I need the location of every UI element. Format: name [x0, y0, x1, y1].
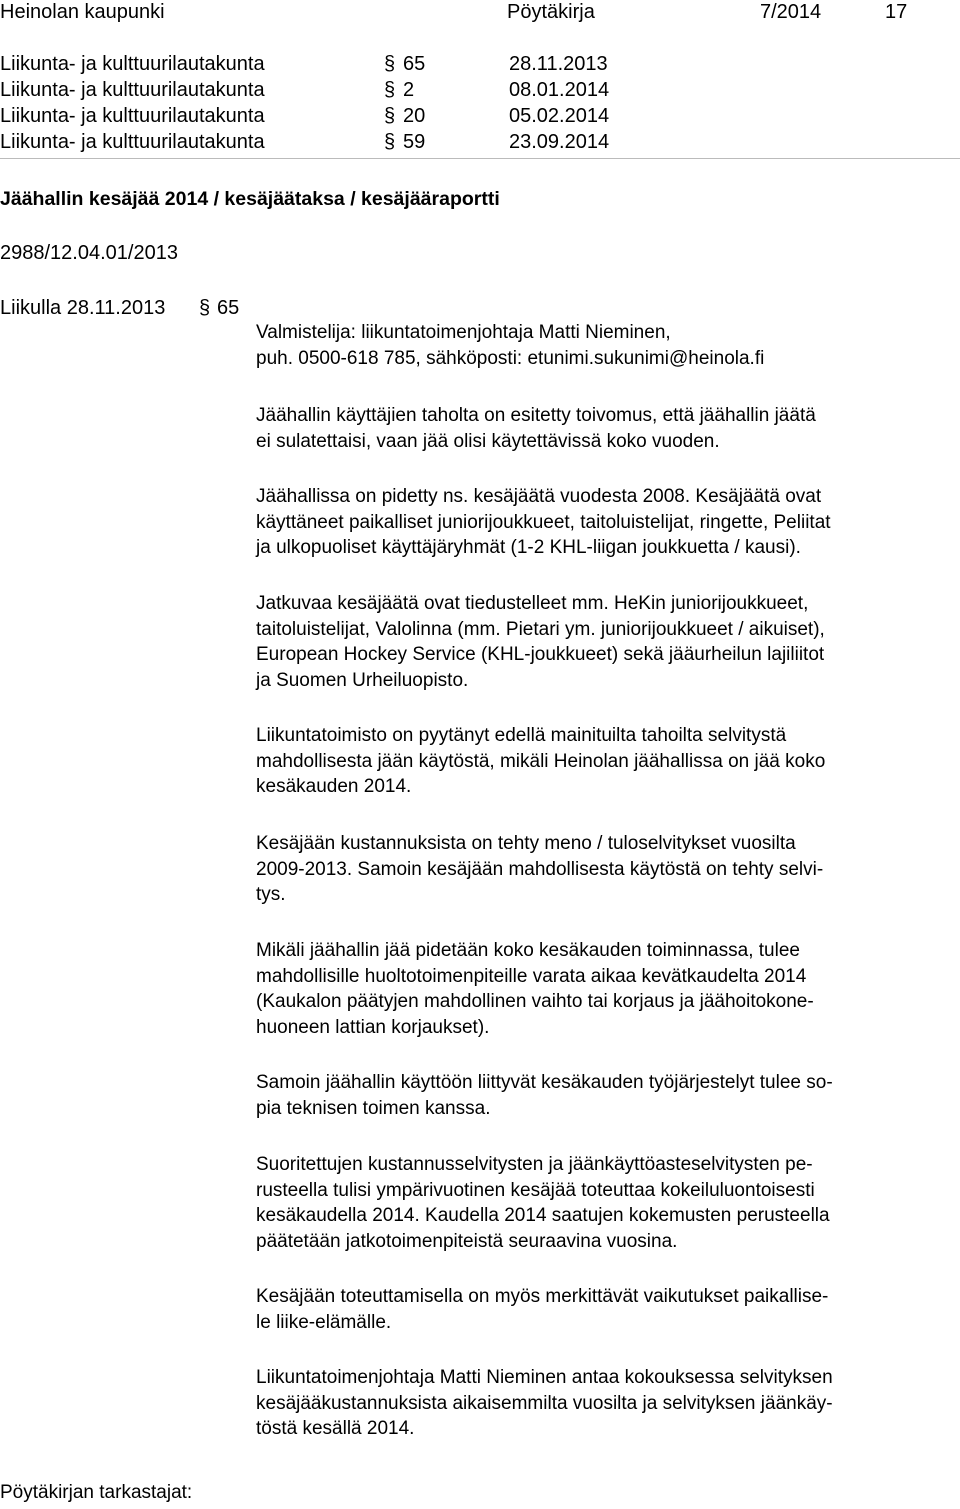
- body-paragraph: [256, 484, 960, 561]
- paragraph-line: le liike-elämälle.: [256, 1311, 392, 1333]
- header-org: Heinolan kaupunki: [0, 1, 165, 23]
- paragraph-line: pia teknisen toimen kanssa.: [256, 1097, 491, 1119]
- paragraph-line: mahdollisille huoltotoimenpiteille varata aikaa kevätkaudelta 2014: [256, 965, 807, 987]
- section-sign-icon: §: [199, 297, 211, 319]
- preparer-contact: puh. 0500-618 785, sähköposti: etunimi.sukunimi@heinola.fi: [256, 347, 765, 369]
- preparer-block: [256, 320, 960, 371]
- header-page: 17: [885, 1, 908, 23]
- section-sign-icon: §: [384, 79, 396, 101]
- header-doc-type: Pöytäkirja: [507, 1, 595, 23]
- body-paragraph: [256, 1070, 960, 1121]
- paragraph-line: rusteella tulisi ympärivuotinen kesäjää toteuttaa kokeiluluontoisesti: [256, 1179, 815, 1201]
- paragraph-line: ei sulatettaisi, vaan jää olisi käytettävissä koko vuoden.: [256, 430, 720, 452]
- section-sign-icon: §: [384, 105, 396, 127]
- paragraph-line: tys.: [256, 884, 286, 905]
- paragraph-line: Liikuntatoimisto on pyytänyt edellä mainituilta tahoilta selvitystä: [256, 725, 787, 746]
- paragraph-line: kesäkauden 2014.: [256, 776, 412, 797]
- paragraph-line: kesäkaudella 2014. Kaudella 2014 saatujen kokemusten perusteella: [256, 1205, 830, 1226]
- footer-label: Pöytäkirjan tarkastajat:: [0, 1482, 193, 1503]
- reference-body: Liikunta- ja kulttuurilautakunta: [0, 131, 265, 153]
- section-number: 65: [217, 297, 240, 319]
- body-paragraph: [256, 723, 960, 800]
- paragraph-line: käyttäneet paikalliset juniorijoukkueet, taitoluistelijat, ringette, Peliitat: [256, 511, 831, 533]
- reference-date: 08.01.2014: [509, 79, 610, 101]
- record-number: 2988/12.04.01/2013: [0, 242, 178, 264]
- paragraph-line: ja ulkopuoliset käyttäjäryhmät (1-2 KHL-liigan joukkuetta / kausi).: [256, 537, 801, 558]
- body-paragraph: [256, 403, 960, 454]
- reference-date: 23.09.2014: [509, 131, 610, 153]
- divider: [0, 158, 960, 159]
- paragraph-line: päätetään jatkotoimenpiteistä seuraavina vuosina.: [256, 1230, 678, 1252]
- paragraph-line: taitoluistelijat, Valolinna (mm. Pietari ym. juniorijoukkueet / aikuiset),: [256, 618, 825, 640]
- body-paragraph: [256, 591, 960, 693]
- paragraph-line: Mikäli jäähallin jää pidetään koko kesäkauden toiminnassa, tulee: [256, 940, 800, 961]
- paragraph-line: Kesäjään toteuttamisella on myös merkittävät vaikutukset paikallise-: [256, 1286, 829, 1307]
- section-sign-icon: §: [384, 53, 396, 75]
- reference-body: Liikunta- ja kulttuurilautakunta: [0, 79, 265, 101]
- paragraph-line: kesäjääkustannuksista aikaisemmilta vuosilta ja selvityksen jäänkäy-: [256, 1392, 833, 1414]
- paragraph-line: (Kaukalon päätyjen mahdollinen vaihto tai korjaus ja jäähoitokone-: [256, 991, 814, 1012]
- paragraph-line: Liikuntatoimenjohtaja Matti Nieminen antaa kokouksessa selvityksen: [256, 1367, 833, 1388]
- paragraph-line: Jatkuvaa kesäjäätä ovat tiedustelleet mm. HeKin juniorijoukkueet,: [256, 593, 809, 614]
- paragraph-line: mahdollisesta jään käytöstä, mikäli Heinolan jäähallissa on jää koko: [256, 750, 826, 772]
- paragraph-line: huoneen lattian korjaukset).: [256, 1016, 490, 1038]
- body-paragraph: [256, 938, 960, 1040]
- body-paragraph: [256, 831, 960, 908]
- body-paragraph: [256, 1152, 960, 1254]
- body-paragraph: [256, 1365, 960, 1442]
- reference-body: Liikunta- ja kulttuurilautakunta: [0, 53, 265, 75]
- reference-body: Liikunta- ja kulttuurilautakunta: [0, 105, 265, 127]
- paragraph-line: 2009-2013. Samoin kesäjään mahdollisesta käytöstä on tehty selvi-: [256, 858, 824, 880]
- paragraph-line: Jäähallin käyttäjien taholta on esitetty toivomus, että jäähallin jäätä: [256, 405, 816, 426]
- paragraph-line: European Hockey Service (KHL-joukkueet) sekä jääurheilun lajiliitot: [256, 644, 825, 665]
- paragraph-line: Samoin jäähallin käyttöön liittyvät kesäkauden työjärjestelyt tulee so-: [256, 1072, 833, 1093]
- reference-date: 05.02.2014: [509, 105, 610, 127]
- body-paragraph: [256, 1284, 960, 1335]
- paragraph-line: Jäähallissa on pidetty ns. kesäjäätä vuodesta 2008. Kesäjäätä ovat: [256, 486, 822, 507]
- reference-num: 20: [403, 105, 426, 127]
- preparer-line: Valmistelija: liikuntatoimenjohtaja Matti Nieminen,: [256, 322, 671, 343]
- section-sign-icon: §: [384, 131, 396, 153]
- reference-num: 59: [403, 131, 426, 153]
- reference-num: 2: [403, 79, 415, 101]
- paragraph-line: ja Suomen Urheiluopisto.: [256, 669, 469, 691]
- page-title: Jäähallin kesäjää 2014 / kesäjäätaksa / kesäjääraportti: [0, 188, 500, 210]
- reference-date: 28.11.2013: [509, 53, 608, 75]
- reference-num: 65: [403, 53, 426, 75]
- paragraph-line: Suoritettujen kustannusselvitysten ja jäänkäyttöasteselvitysten pe-: [256, 1154, 813, 1175]
- header-number: 7/2014: [760, 1, 822, 23]
- paragraph-line: töstä kesällä 2014.: [256, 1418, 415, 1439]
- paragraph-line: Kesäjään kustannuksista on tehty meno / tuloselvitykset vuosilta: [256, 833, 796, 854]
- section-label: Liikulla 28.11.2013: [0, 297, 166, 319]
